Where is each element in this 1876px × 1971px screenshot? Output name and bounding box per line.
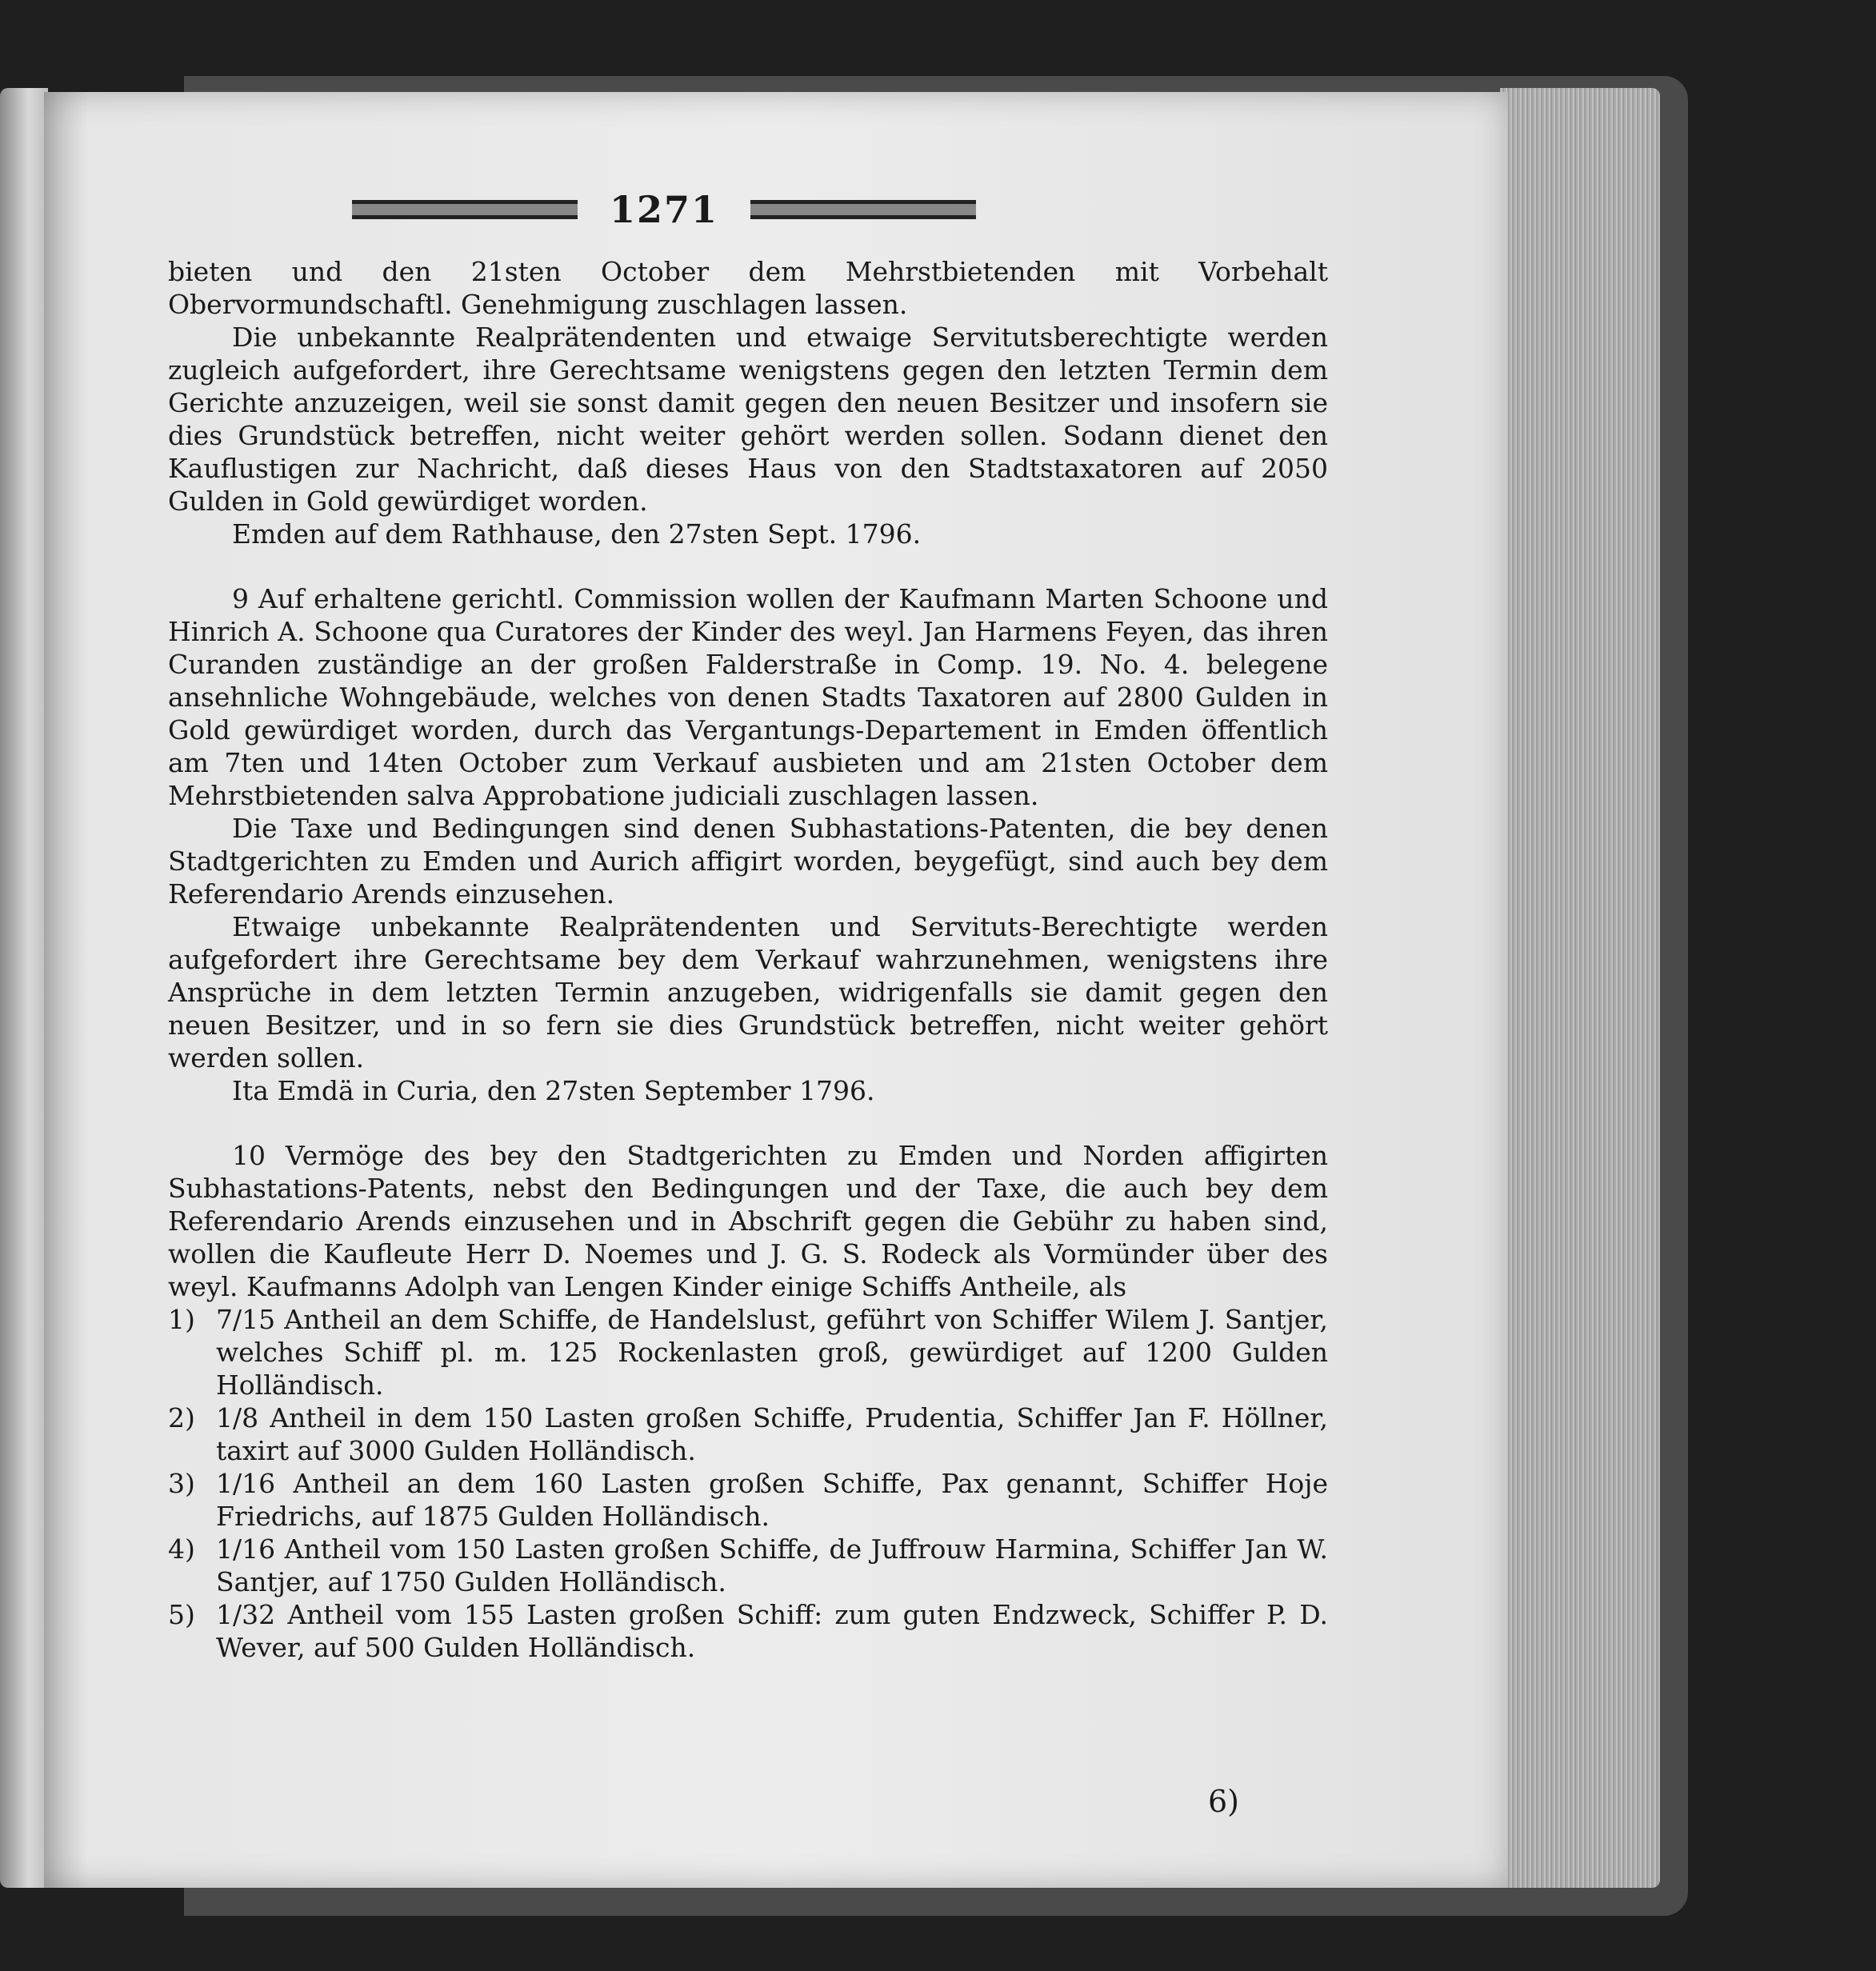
list-item-number: 4) bbox=[168, 1533, 195, 1565]
right-page bbox=[44, 92, 1508, 1888]
list-item-text: 1/16 Antheil an dem 160 Lasten großen Schiffe, Pax genannt, Schiffer Hoje Friedrichs, auf 1875 Gulden Holländisch. bbox=[216, 1468, 1328, 1532]
notice-8-date: Emden auf dem Rathhause, den 27sten Sept. 1796. bbox=[232, 518, 922, 550]
page-header bbox=[352, 188, 976, 231]
notice-8 bbox=[168, 255, 1328, 550]
page-content bbox=[168, 188, 1328, 1696]
list-item bbox=[168, 1467, 1328, 1533]
list-item-text: 1/32 Antheil vom 155 Lasten großen Schiff: zum guten Endzweck, Schiffer P. D. Wever, auf 500 Gulden Holländisch. bbox=[216, 1599, 1328, 1663]
list-item-number: 5) bbox=[168, 1599, 195, 1630]
notice-10-intro: 10 Vermöge des bey den Stadtgerichten zu Emden und Norden affigirten Subhastations-Patents, nebst den Bedingungen und der Taxe, die auch bey dem Referendario Arends einzusehen und in Abschrift gegen die Gebühr zu haben sind, wollen die Kaufleute Herr D. Noemes und J. G. S. Rodeck als Vormünder über des weyl. Kaufmanns Adolph van Lengen Kinder einige Schiffs Antheile, als bbox=[168, 1140, 1328, 1302]
page-number: 1271 bbox=[609, 188, 719, 231]
list-item bbox=[168, 1598, 1328, 1664]
list-item bbox=[168, 1533, 1328, 1598]
header-rule-right bbox=[750, 200, 976, 219]
notice-9-claimants: Etwaige unbekannte Realprätendenten und Servituts-Berechtigte werden aufgefordert ihre Gerechtsame bey dem Verkauf wahrzunehmen, wenigstens ihre Ansprüche in dem letzten Termin anzugeben, widrigenfalls sie damit gegen den neuen Besitzer, und in so fern sie dies Grundstück betreffen, nicht weiter gehört werden sollen. bbox=[168, 911, 1328, 1073]
list-item-number: 1) bbox=[168, 1304, 195, 1335]
page-fore-edge bbox=[1500, 88, 1660, 1888]
notice-9-taxe: Die Taxe und Bedingungen sind denen Subhastations-Patenten, die bey denen Stadtgerichten zu Emden und Aurich affigirt worden, beygefügt, sind auch bey dem Referendario Arends einzusehen. bbox=[168, 813, 1328, 910]
header-rule-left bbox=[352, 200, 578, 219]
notice-9-date: Ita Emdä in Curia, den 27sten September 1796. bbox=[232, 1075, 875, 1106]
list-item-text: 7/15 Antheil an dem Schiffe, de Handelslust, geführt von Schiffer Wilem J. Santjer, welches Schiff pl. m. 125 Rockenlasten groß, gewürdiget auf 1200 Gulden Holländisch. bbox=[216, 1304, 1328, 1401]
catchword: 6) bbox=[1208, 1784, 1240, 1819]
left-page-edge bbox=[0, 88, 48, 1888]
list-item-text: 1/16 Antheil vom 150 Lasten großen Schiffe, de Juffrouw Harmina, Schiffer Jan W. Santjer, auf 1750 Gulden Holländisch. bbox=[216, 1533, 1328, 1597]
notice-9-main: 9 Auf erhaltene gerichtl. Commission wollen der Kaufmann Marten Schoone und Hinrich A. Schoone qua Curatores der Kinder des weyl. Jan Harmens Feyen, das ihren Curanden zuständige an der großen Falderstraße in Comp. 19. No. 4. belegene ansehnliche Wohngebäude, welches von denen Stadts Taxatoren auf 2800 Gulden in Gold gewürdiget worden, durch das Vergantungs-Departement in Emden öffentlich am 7ten und 14ten October zum Verkauf ausbieten und am 21sten October dem Mehrstbietenden salva Approbatione judiciali zuschlagen lassen. bbox=[168, 583, 1328, 811]
list-item-number: 2) bbox=[168, 1402, 195, 1433]
list-item bbox=[168, 1303, 1328, 1401]
notice-8-continuation: bieten und den 21sten October dem Mehrstbietenden mit Vorbehalt Obervormundschaftl. Genehmigung zuschlagen lassen. bbox=[168, 256, 1328, 320]
list-item bbox=[168, 1401, 1328, 1467]
list-item-number: 3) bbox=[168, 1468, 195, 1499]
list-item-text: 1/8 Antheil in dem 150 Lasten großen Schiffe, Prudentia, Schiffer Jan F. Höllner, taxirt auf 3000 Gulden Holländisch. bbox=[216, 1402, 1328, 1466]
notice-8-claimants: Die unbekannte Realprätendenten und etwaige Servitutsberechtigte werden zugleich aufgefordert, ihre Gerechtsame wenigstens gegen den letzten Termin dem Gerichte anzuzeigen, weil sie sonst damit gegen den neuen Besitzer und insofern sie dies Grundstück betreffen, nicht weiter gehört werden sollen. Sodann dienet den Kauflustigen zur Nachricht, daß dieses Haus von den Stadtstaxatoren auf 2050 Gulden in Gold gewürdiget worden. bbox=[168, 322, 1328, 517]
notice-9 bbox=[168, 582, 1328, 1107]
notice-10 bbox=[168, 1139, 1328, 1664]
